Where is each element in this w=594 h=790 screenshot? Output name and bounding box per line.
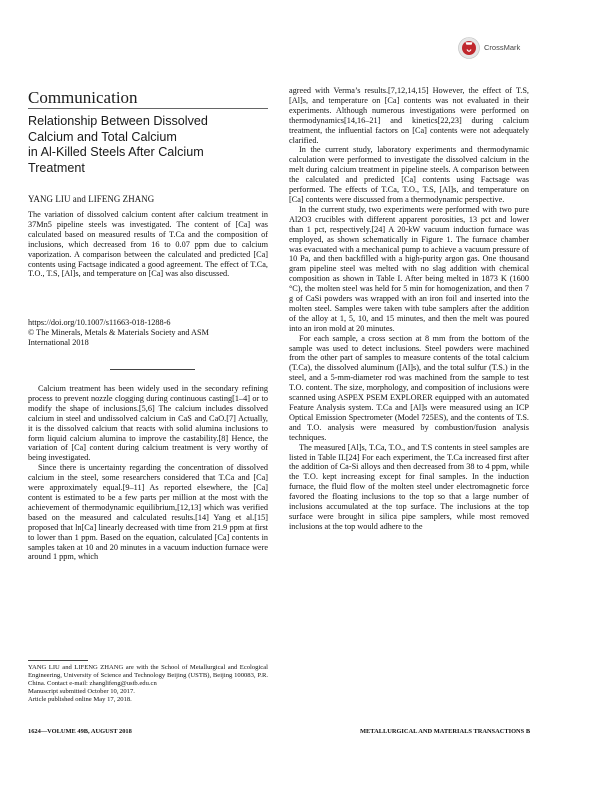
body-paragraph: For each sample, a cross section at 8 mm from the bottom of the sample was used to detect inclusions. Steel powders were machined from the other part of samples to measure contents of the total calcium (T.Ca), the dissolved aluminum ([Al]s), and the total sulfur (T.S.) in the steel, and a 5-mm-diameter rod was machined from the sample to test T.O. content. The size, morphology, and composition of inclusions were scanned using ASPEX PSEM EXPLORER equipped with an automated Feature Analysis system. T.Ca and [Al]s were measured using an ICP Optical Emission Spectrometer (Model 725ES), and the contents of T.S. and T.O. analysis were measured by combustion/fusion analysis techniques.: [289, 333, 529, 442]
left-column-body: [28, 384, 268, 562]
crossmark-label: CrossMark: [484, 43, 521, 52]
article-title: [28, 114, 273, 176]
submitted-note: Manuscript submitted October 10, 2017.: [28, 688, 135, 696]
crossmark-icon: [458, 37, 480, 59]
affiliation-note: YANG LIU and LIFENG ZHANG are with the School of Metallurgical and Ecological Engineering, University of Science and Technology Beijing (USTB), Beijing 100083, P.R. China. Contact e-mail: zhanglifeng@ustb.edu.cn: [28, 664, 268, 688]
body-paragraph: agreed with Verma’s results.[7,12,14,15] However, the effect of T.S, [Al]s, and temperature on [Ca] contents was not evaluated in their experiments. Although numerous investigations were performed on thermodynamics[14,16–21] and kinetics[22,23] during calcium treatment, the influential factors on [Ca] contents were not adequately clarified.: [289, 86, 529, 145]
footnote: [28, 664, 268, 704]
title-line: Calcium and Total Calcium: [28, 129, 177, 144]
footnote-divider: [28, 660, 88, 661]
body-paragraph: Since there is uncertainty regarding the concentration of dissolved calcium in the steel, some researchers considered that T.Ca and [Ca] were approximately equal.[9–11] As reported elsewhere, the [Ca] content is estimated to be a few parts per million at the most with the achievement of thermodynamic equilibrium,[12,13] which was verified based on the measured and calculated results.[14] Yang et al.[15] proposed that ln[Ca] linearly decreased with time from 21.9 ppm at first to lower than 1 ppm. Based on the equation, calculated [Ca] contents in samples taken at 10 and 20 minutes in a vacuum induction furnace were around 1 ppm, which: [28, 463, 268, 562]
footer-journal: METALLURGICAL AND MATERIALS TRANSACTIONS B: [360, 728, 531, 735]
title-line: in Al-Killed Steels After Calcium: [28, 145, 204, 160]
copyright-line: © The Minerals, Metals & Materials Society and ASM: [28, 327, 209, 337]
authors: YANG LIU and LIFENG ZHANG: [28, 194, 155, 204]
doi-block: [28, 318, 268, 348]
published-note: Article published online May 17, 2018.: [28, 696, 132, 704]
crossmark-badge[interactable]: [458, 37, 568, 59]
section-label: Communication: [28, 88, 138, 107]
right-column-body: [289, 86, 529, 532]
copyright-line: International 2018: [28, 337, 89, 347]
section-divider: [28, 108, 268, 109]
title-line: Treatment: [28, 160, 85, 175]
body-paragraph: In the current study, two experiments were performed with two pure Al2O3 crucibles with different apparent porosities, 13 pct and lower than 1 pct, respectively.[24] A 20-kW vacuum induction furnace was employed, as shown schematically in Figure 1. The furnace chamber was evacuated with a mechanical pump to achieve a vacuum pressure of 10 Pa, and then backfilled with a high-purity argon gas. One thousand gram pipeline steel was melted with no slag addition with chemical composition as shown in Table I. After being melted in 1873 K (1600 °C), the molten steel was held for 5 min for homogenization, and then 7 g of CaSi powders was wrapped with an iron foil and inserted into the molten steel. Samples were taken with tube samplers after the addition of the alloy at 1, 5, 10, and 15 minutes, and then the melt was poured into an iron mold at 20 minutes.: [289, 204, 529, 333]
abstract: The variation of dissolved calcium content after calcium treatment in 37Mn5 pipeline steels was investigated. The content of [Ca] was calculated based on measured results of T.Ca and the composition of inclusions, which decreased from 16 to 0.07 ppm due to calcium vaporization. A comparison between the calculated and predicted [Ca] contents using Factsage indicated a good agreement. The effect of T.Ca, T.O., T.S, [Al]s, and temperature on [Ca] was also discussed.: [28, 210, 268, 279]
body-paragraph: In the current study, laboratory experiments and thermodynamic calculation were performed to investigate the dissolved calcium in the melt during calcium treatment in pipeline steels. A comparison between the calculated and predicted [Ca] contents using Factsage was performed. The effects of T.Ca, T.O., T.S, [Al]s, and temperature on [Ca] contents were discussed from a thermodynamic perspective.: [289, 145, 529, 204]
footer-volume: 1624—VOLUME 49B, AUGUST 2018: [28, 728, 132, 735]
title-line: Relationship Between Dissolved: [28, 114, 208, 128]
body-paragraph: The measured [Al]s, T.Ca, T.O., and T.S contents in steel samples are listed in Table II.[24] For each experiment, the T.Ca increased first after the addition of Ca-Si alloys and then decreased from 38 to 4 ppm, while the T.O. kept increasing except for final samples. In the induction furnace, the fluid flow of the molten steel under electromagnetic force favored the floating inclusions to the top so that a large number of inclusions accumulated at the top surface. The inclusions at the top surface were brought in silica pipe samplers, while most removed inclusions at the top would adhere to the: [289, 442, 529, 531]
abstract-divider: [110, 369, 195, 370]
doi-link[interactable]: https://doi.org/10.1007/s11663-018-1288-6: [28, 318, 171, 327]
body-paragraph: Calcium treatment has been widely used in the secondary refining process to prevent nozzle clogging during continuous casting[1–4] or to modify the shape of inclusions.[5,6] The calcium includes dissolved calcium in steel and undissolved calcium in CaS and CaO.[7] Actually, it is the dissolved calcium that reacts with solid alumina inclusions to form liquid calcium alumina to improve the castability.[8] Hence, the variation of [Ca] content during calcium treatment is very worthy of being investigated.: [28, 384, 268, 463]
